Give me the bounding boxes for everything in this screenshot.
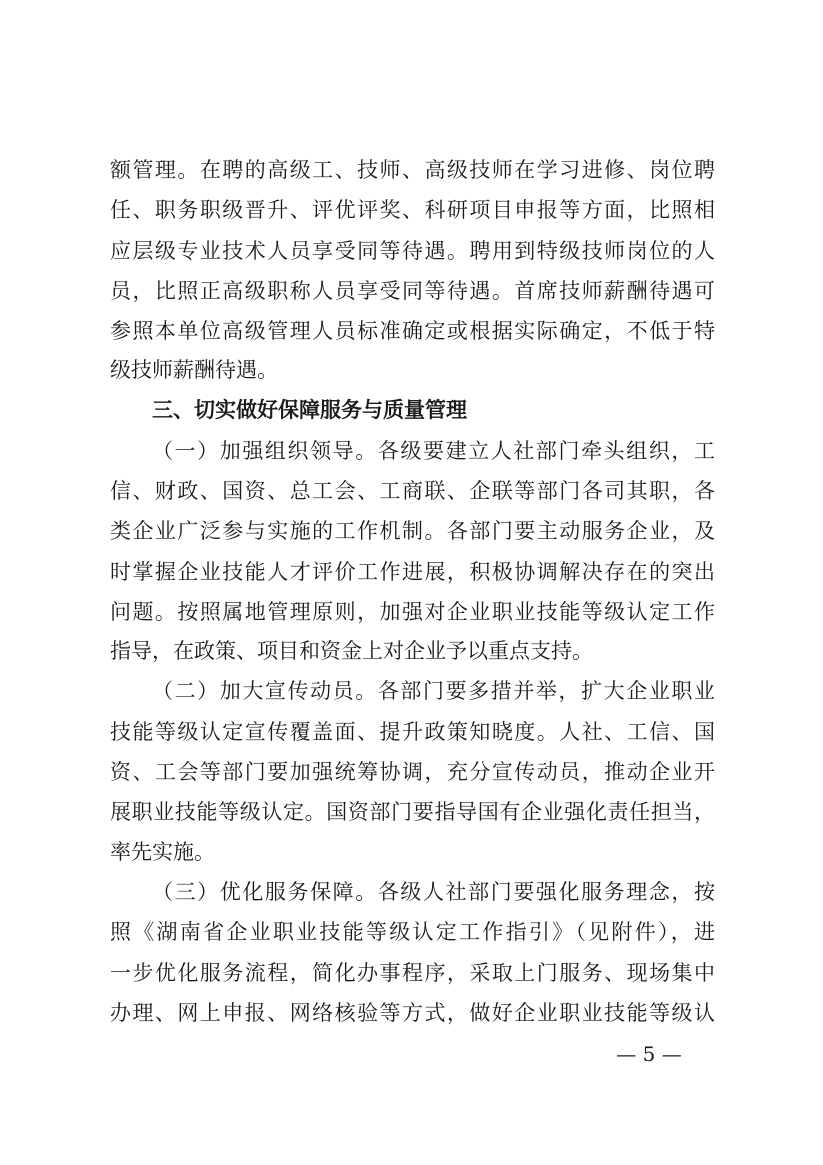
page-number: — 5 — [616,1042,682,1066]
body-text-line: 参照本单位高级管理人员标准确定或根据实际确定，不低于特 [110,319,715,343]
body-text-line: 指导，在政策、项目和资金上对企业予以重点支持。 [110,639,593,663]
paragraph-first-line: （二）加大宣传动员。各部门要多措并举，扩大企业职业 [152,679,715,703]
body-text-line: 问题。按照属地管理原则，加强对企业职业技能等级认定工作 [110,600,715,624]
body-text-line: 应层级专业技术人员享受同等待遇。聘用到特级技师岗位的人 [110,239,715,263]
body-text-line: 级技师薪酬待遇。 [110,358,278,382]
body-text-line: 展职业技能等级认定。国资部门要指导国有企业强化责任担当， [110,800,715,824]
body-text-line: 时掌握企业技能人才评价工作进展，积极协调解决存在的突出 [110,560,715,584]
body-text-line: 一步优化服务流程，简化办事程序，采取上门服务、现场集中 [110,961,715,985]
body-text-line: 类企业广泛参与实施的工作机制。各部门要主动服务企业，及 [110,519,715,543]
body-text-line: 员，比照正高级职称人员享受同等待遇。首席技师薪酬待遇可 [110,279,715,303]
section-heading: 三、切实做好保障服务与质量管理 [152,398,467,422]
body-text-line: 额管理。在聘的高级工、技师、高级技师在学习进修、岗位聘 [110,158,715,182]
paragraph-first-line: （三）优化服务保障。各级人社部门要强化服务理念，按 [152,880,715,904]
body-text-line: 资、工会等部门要加强统筹协调，充分宣传动员，推动企业开 [110,760,715,784]
body-text-line: 照《湖南省企业职业技能等级认定工作指引》（见附件），进 [110,920,715,944]
paragraph-first-line: （一）加强组织领导。各级要建立人社部门牵头组织，工 [152,439,715,463]
body-text-line: 率先实施。 [110,840,215,864]
body-text-line: 办理、网上申报、网络核验等方式，做好企业职业技能等级认 [110,1001,715,1025]
body-text-line: 技能等级认定宣传覆盖面、提升政策知晓度。人社、工信、国 [110,720,715,744]
body-text-line: 任、职务职级晋升、评优评奖、科研项目申报等方面，比照相 [110,198,715,222]
body-text-line: 信、财政、国资、总工会、工商联、企联等部门各司其职，各 [110,479,715,503]
